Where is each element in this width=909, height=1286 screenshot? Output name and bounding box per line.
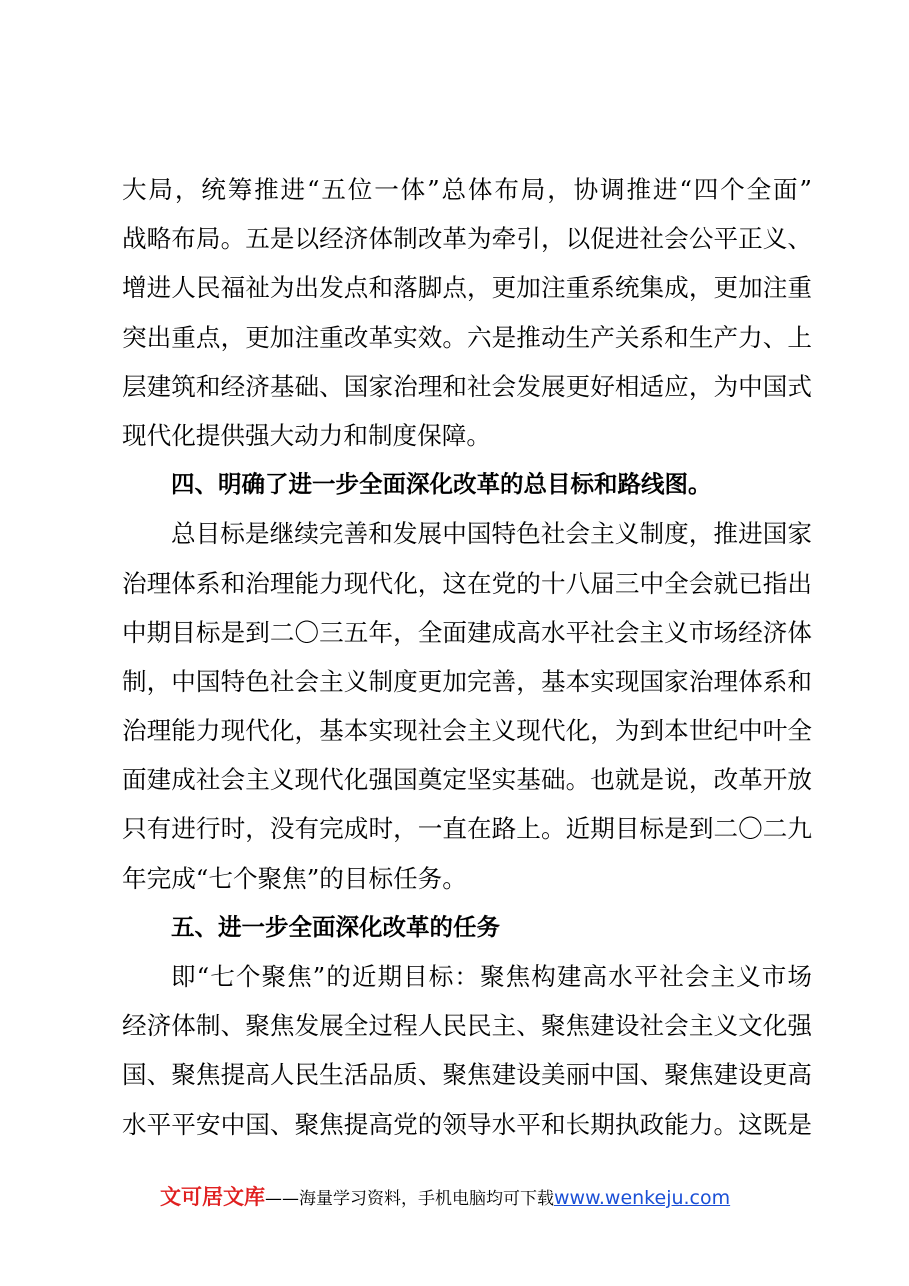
document-body [122,165,812,1149]
text-line: 大局，统筹推进“五位一体”总体布局，协调推进“四个全面” [122,175,812,204]
text-line: 中期目标是到二〇三五年，全面建成高水平社会主义市场经济体 [122,617,812,647]
footer-url-link[interactable]: www.wenkeju.com [554,1187,731,1209]
text-line: 增进人民福祉为出发点和落脚点，更加注重系统集成，更加注重 [122,273,812,303]
footer-tagline: ——海量学习资料，手机电脑均可下载 [265,1189,554,1209]
text-line: 经济体制、聚焦发展全过程人民民主、聚焦建设社会主义文化强 [122,1011,812,1041]
text-line: 面建成社会主义现代化强国奠定坚实基础。也就是说，改革开放 [122,765,812,795]
text-line: 年完成“七个聚焦”的目标任务。 [122,863,467,893]
text-line: 总目标是继续完善和发展中国特色社会主义制度，推进国家 [171,519,812,549]
footer-brand: 文可居文库 [160,1185,265,1209]
text-line: 治理能力现代化，基本实现社会主义现代化，为到本世纪中叶全 [122,716,812,746]
text-line: 治理体系和治理能力现代化，这在党的十八届三中全会就已指出 [122,568,812,598]
page-footer [160,1184,800,1210]
text-line: 即“七个聚焦”的近期目标：聚焦构建高水平社会主义市场 [171,962,812,991]
section-heading-5: 五、进一步全面深化改革的任务 [171,912,500,941]
section-heading-4: 四、明确了进一步全面深化改革的总目标和路线图。 [171,470,712,499]
text-line: 国、聚焦提高人民生活品质、聚焦建设美丽中国、聚焦建设更高 [122,1060,812,1090]
text-line: 制，中国特色社会主义制度更加完善，基本实现国家治理体系和 [122,666,812,696]
text-line: 现代化提供强大动力和制度保障。 [122,420,491,450]
text-line: 层建筑和经济基础、国家治理和社会发展更好相适应，为中国式 [122,371,812,401]
text-line: 战略布局。五是以经济体制改革为牵引，以促进社会公平正义、 [122,224,812,254]
text-line: 只有进行时，没有完成时，一直在路上。近期目标是到二〇二九 [122,814,812,844]
text-line: 突出重点，更加注重改革实效。六是推动生产关系和生产力、上 [122,322,812,352]
text-line: 水平平安中国、聚焦提高党的领导水平和长期执政能力。这既是 [122,1109,812,1139]
